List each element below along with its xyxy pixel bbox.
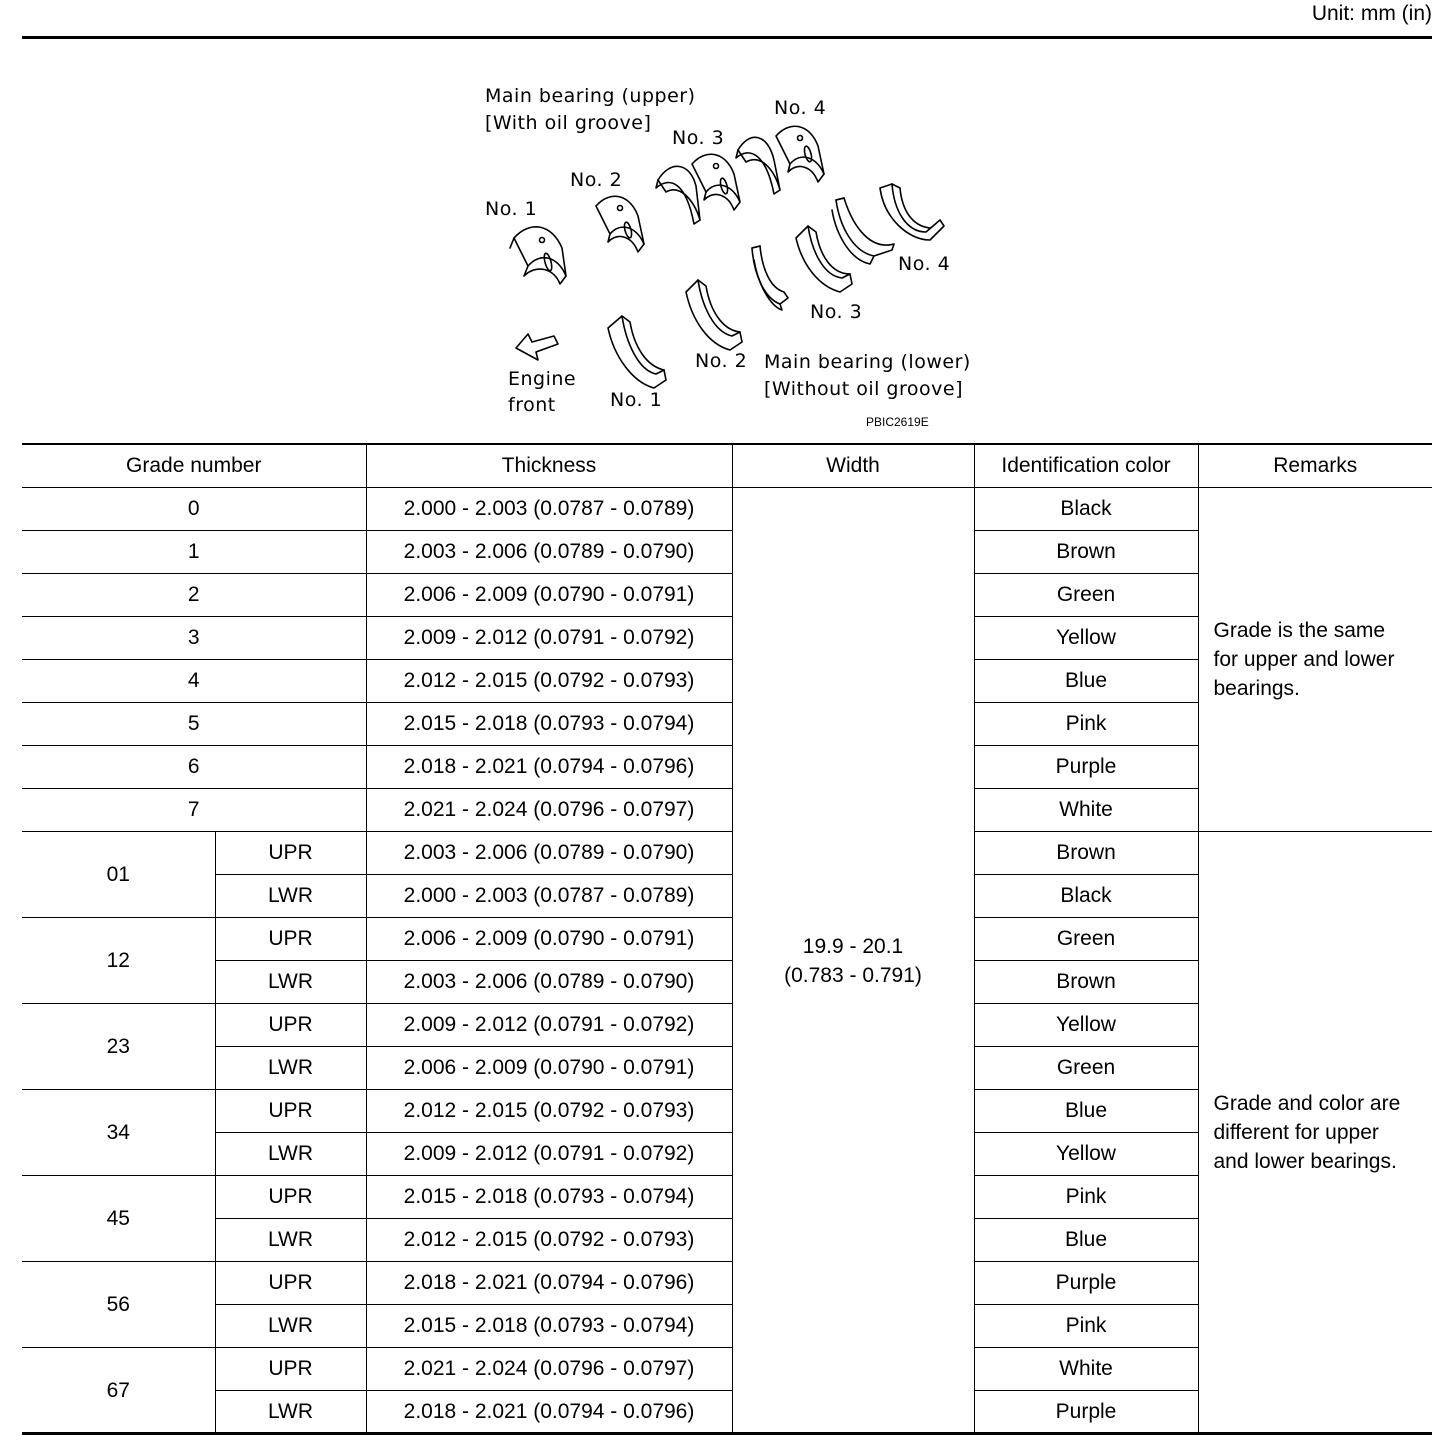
grade-cell: 01	[22, 832, 215, 918]
position-cell: UPR	[215, 1262, 366, 1305]
figure-code: PBIC2619E	[866, 415, 929, 429]
grade-cell: 1	[22, 531, 366, 574]
remarks-line: Grade is the same	[1213, 619, 1386, 642]
color-cell: Brown	[974, 832, 1198, 875]
upper-bearing-2	[596, 196, 644, 252]
position-cell: LWR	[215, 1305, 366, 1348]
lower-bearing-4	[880, 184, 944, 240]
lower-bearing-2	[686, 280, 742, 350]
header-thickness: Thickness	[366, 444, 732, 488]
color-cell: Yellow	[974, 617, 1198, 660]
upper-bearing-subtitle: [With oil groove]	[485, 112, 652, 134]
grade-cell: 56	[22, 1262, 215, 1348]
grade-cell: 5	[22, 703, 366, 746]
upper-label-3: No. 3	[672, 127, 725, 149]
position-cell: UPR	[215, 918, 366, 961]
thickness-cell: 2.015 - 2.018 (0.0793 - 0.0794)	[366, 1305, 732, 1348]
position-cell: LWR	[215, 875, 366, 918]
color-cell: Purple	[974, 1262, 1198, 1305]
engine-front-label-2: front	[508, 394, 556, 416]
grade-cell: 45	[22, 1176, 215, 1262]
color-cell: Blue	[974, 1219, 1198, 1262]
color-cell: Blue	[974, 1090, 1198, 1133]
color-cell: Brown	[974, 961, 1198, 1004]
color-cell: Pink	[974, 703, 1198, 746]
grade-cell: 34	[22, 1090, 215, 1176]
color-cell: Green	[974, 574, 1198, 617]
remarks-same-grade	[1198, 488, 1432, 832]
upper-label-2: No. 2	[570, 169, 623, 191]
grade-cell: 67	[22, 1348, 215, 1434]
upper-label-1: No. 1	[485, 198, 538, 220]
remarks-line: different for upper	[1213, 1121, 1379, 1144]
top-rule	[22, 36, 1432, 39]
thickness-cell: 2.006 - 2.009 (0.0790 - 0.0791)	[366, 574, 732, 617]
thickness-cell: 2.009 - 2.012 (0.0791 - 0.0792)	[366, 617, 732, 660]
unit-label: Unit: mm (in)	[1311, 2, 1432, 25]
lower-thrust-ring	[752, 246, 788, 310]
color-cell: Blue	[974, 660, 1198, 703]
table-row	[22, 488, 1432, 531]
thickness-cell: 2.018 - 2.021 (0.0794 - 0.0796)	[366, 1391, 732, 1434]
upper-bearing-4	[776, 126, 824, 182]
color-cell: Green	[974, 1047, 1198, 1090]
width-in: (0.783 - 0.791)	[784, 963, 922, 987]
thickness-cell: 2.003 - 2.006 (0.0789 - 0.0790)	[366, 832, 732, 875]
thickness-cell: 2.006 - 2.009 (0.0790 - 0.0791)	[366, 1047, 732, 1090]
upper-bearing-title: Main bearing (upper)	[485, 85, 696, 107]
header-identification-color: Identification color	[974, 444, 1198, 488]
thickness-cell: 2.015 - 2.018 (0.0793 - 0.0794)	[366, 703, 732, 746]
grade-cell: 12	[22, 918, 215, 1004]
table-header-row	[22, 444, 1432, 488]
thickness-cell: 2.015 - 2.018 (0.0793 - 0.0794)	[366, 1176, 732, 1219]
upper-bearing-3	[692, 154, 740, 210]
thickness-cell: 2.018 - 2.021 (0.0794 - 0.0796)	[366, 1262, 732, 1305]
position-cell: UPR	[215, 1348, 366, 1391]
thickness-cell: 2.003 - 2.006 (0.0789 - 0.0790)	[366, 961, 732, 1004]
position-cell: UPR	[215, 832, 366, 875]
lower-bearing-3	[796, 226, 852, 292]
remarks-line: for upper and lower	[1213, 648, 1395, 671]
remarks-different-grade	[1198, 832, 1432, 1434]
width-cell	[732, 488, 974, 1434]
lower-label-3: No. 3	[810, 301, 863, 323]
width-mm: 19.9 - 20.1	[802, 934, 904, 958]
bottom-rule	[22, 1432, 1432, 1435]
color-cell: White	[974, 789, 1198, 832]
thickness-cell: 2.021 - 2.024 (0.0796 - 0.0797)	[366, 1348, 732, 1391]
lower-label-1: No. 1	[610, 389, 663, 411]
remarks-line: Grade and color are	[1213, 1092, 1401, 1115]
upper-thrust-ring-2	[736, 137, 780, 194]
bearing-grade-table	[22, 443, 1432, 1434]
position-cell: LWR	[215, 1133, 366, 1176]
color-cell: Black	[974, 875, 1198, 918]
color-cell: Purple	[974, 1391, 1198, 1434]
header-remarks: Remarks	[1198, 444, 1432, 488]
upper-bearing-1	[510, 227, 566, 284]
grade-cell: 2	[22, 574, 366, 617]
grade-cell: 6	[22, 746, 366, 789]
header-width: Width	[732, 444, 974, 488]
thickness-cell: 2.012 - 2.015 (0.0792 - 0.0793)	[366, 1219, 732, 1262]
position-cell: LWR	[215, 1047, 366, 1090]
color-cell: Yellow	[974, 1133, 1198, 1176]
position-cell: LWR	[215, 1219, 366, 1262]
color-cell: Purple	[974, 746, 1198, 789]
position-cell: UPR	[215, 1004, 366, 1047]
color-cell: Pink	[974, 1176, 1198, 1219]
position-cell: LWR	[215, 961, 366, 1004]
thickness-cell: 2.000 - 2.003 (0.0787 - 0.0789)	[366, 488, 732, 531]
lower-label-4: No. 4	[898, 253, 951, 275]
grade-cell: 0	[22, 488, 366, 531]
grade-cell: 3	[22, 617, 366, 660]
thickness-cell: 2.009 - 2.012 (0.0791 - 0.0792)	[366, 1133, 732, 1176]
remarks-line: and lower bearings.	[1213, 1150, 1397, 1173]
position-cell: UPR	[215, 1176, 366, 1219]
lower-bearing-1	[608, 316, 666, 388]
thickness-cell: 2.003 - 2.006 (0.0789 - 0.0790)	[366, 531, 732, 574]
grade-cell: 23	[22, 1004, 215, 1090]
color-cell: Brown	[974, 531, 1198, 574]
upper-thrust-ring	[656, 166, 700, 224]
lower-label-2: No. 2	[695, 350, 748, 372]
thickness-cell: 2.012 - 2.015 (0.0792 - 0.0793)	[366, 1090, 732, 1133]
remarks-line: bearings.	[1213, 677, 1300, 700]
position-cell: UPR	[215, 1090, 366, 1133]
header-grade-number: Grade number	[22, 444, 366, 488]
grade-cell: 7	[22, 789, 366, 832]
thickness-cell: 2.021 - 2.024 (0.0796 - 0.0797)	[366, 789, 732, 832]
color-cell: Pink	[974, 1305, 1198, 1348]
color-cell: White	[974, 1348, 1198, 1391]
engine-front-arrow-icon	[516, 334, 558, 360]
thickness-cell: 2.000 - 2.003 (0.0787 - 0.0789)	[366, 875, 732, 918]
color-cell: Yellow	[974, 1004, 1198, 1047]
thickness-cell: 2.018 - 2.021 (0.0794 - 0.0796)	[366, 746, 732, 789]
position-cell: LWR	[215, 1391, 366, 1434]
table-row	[22, 832, 1432, 875]
thickness-cell: 2.012 - 2.015 (0.0792 - 0.0793)	[366, 660, 732, 703]
color-cell: Green	[974, 918, 1198, 961]
grade-cell: 4	[22, 660, 366, 703]
bearing-figure	[470, 80, 990, 440]
thickness-cell: 2.006 - 2.009 (0.0790 - 0.0791)	[366, 918, 732, 961]
upper-label-4: No. 4	[774, 97, 827, 119]
thickness-cell: 2.009 - 2.012 (0.0791 - 0.0792)	[366, 1004, 732, 1047]
lower-bearing-title: Main bearing (lower)	[764, 351, 971, 373]
lower-bearing-subtitle: [Without oil groove]	[764, 378, 963, 400]
color-cell: Black	[974, 488, 1198, 531]
lower-thrust-ring-2	[832, 198, 894, 264]
engine-front-label-1: Engine	[508, 368, 577, 390]
